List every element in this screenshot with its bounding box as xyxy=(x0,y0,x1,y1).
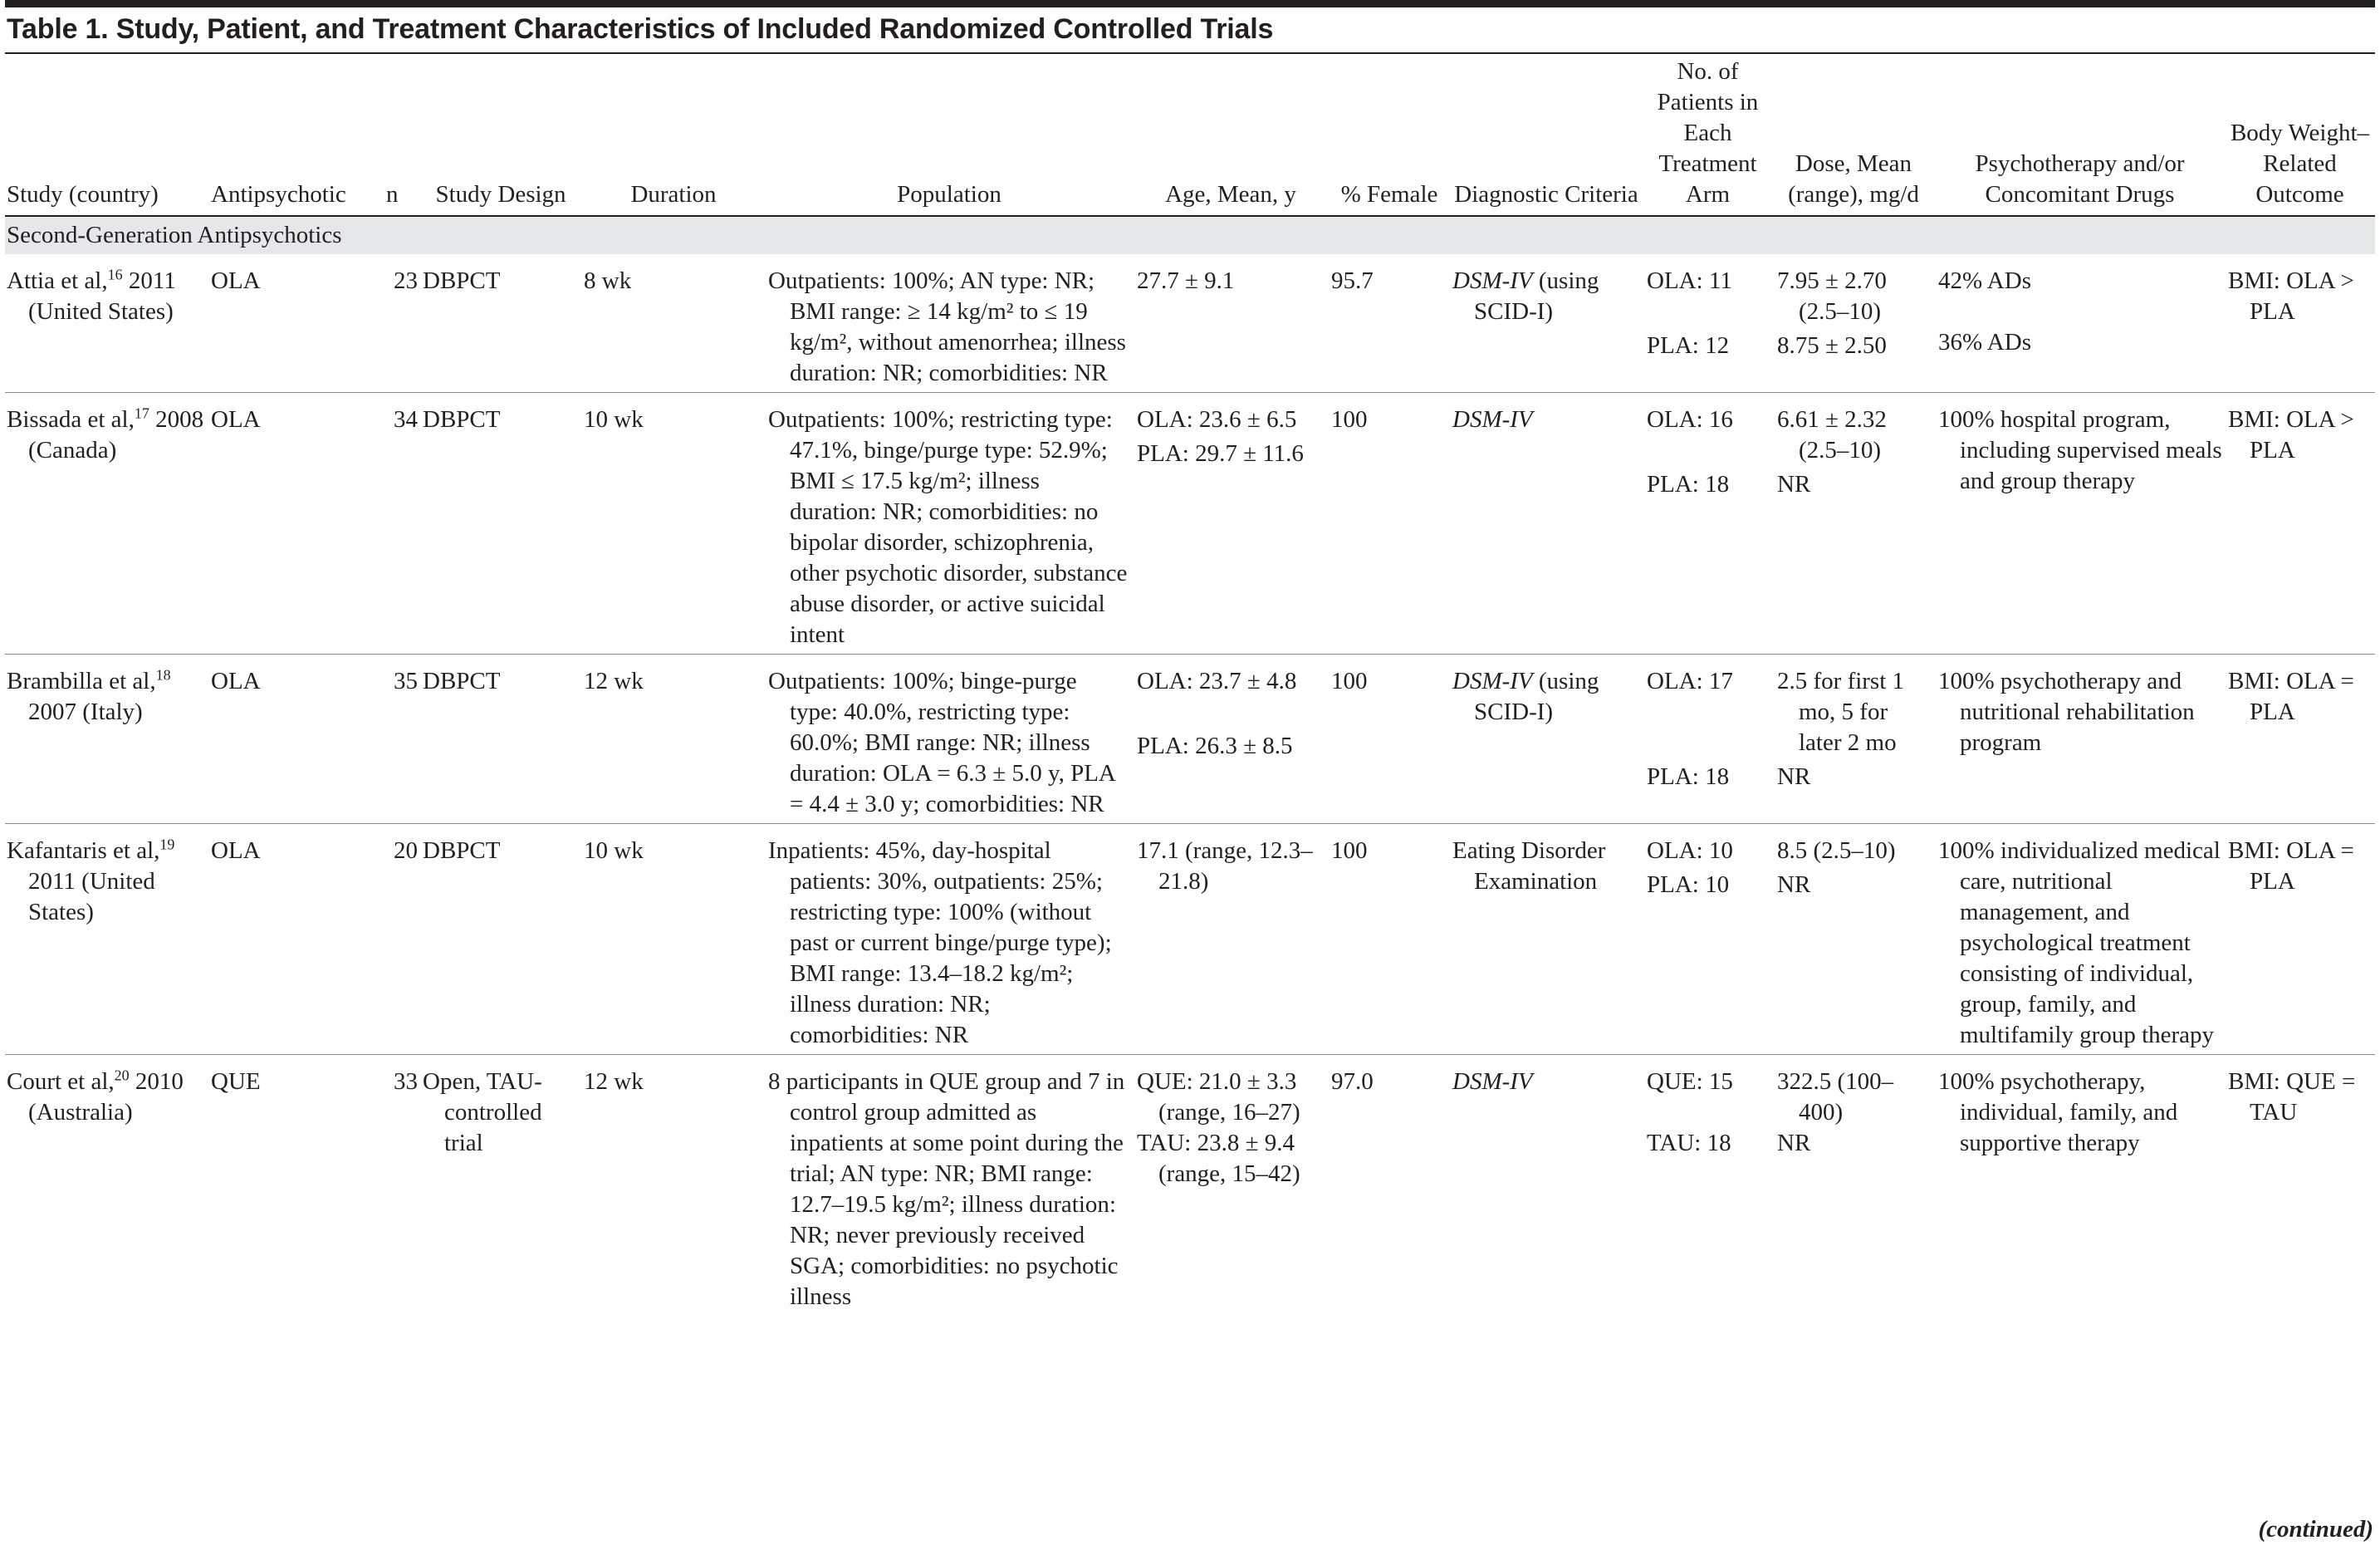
title-rule xyxy=(5,52,2375,54)
cell-dose xyxy=(1774,254,1935,393)
header-antipsychotic: Antipsychotic xyxy=(209,55,384,216)
cell-therapy-line: 100% psychotherapy and nutritional rehabilitation program xyxy=(1938,668,2195,756)
cell-arms xyxy=(1643,393,1774,655)
criteria-detail: (using SCID-I) xyxy=(1474,267,1599,325)
cell-arms-line: PLA: 18 xyxy=(1647,471,1730,498)
cell-dose-line: 8.75 ± 2.50 xyxy=(1777,332,1887,359)
table-title: Table 1. Study, Patient, and Treatment Characteristics of Included Randomized Controlled Trials xyxy=(7,13,1274,45)
cell-dose xyxy=(1774,824,1935,1055)
cell-therapy-line: 36% ADs xyxy=(1938,329,2031,356)
cell-female: 97.0 xyxy=(1331,1068,1374,1095)
cell-dose-line: NR xyxy=(1777,471,1811,498)
cell-criteria xyxy=(1451,824,1643,1055)
criteria-manual: DSM-IV xyxy=(1452,267,1533,294)
cell-therapy xyxy=(1935,1055,2226,1317)
table-row xyxy=(5,824,2375,1055)
cell-dose xyxy=(1774,393,1935,655)
cell-population: Outpatients: 100%; AN type: NR; BMI range: ≥ 14 kg/m² to ≤ 19 kg/m², without amenorrhea; illness duration: NR; comorbidities: NR xyxy=(766,254,1134,393)
cell-dose xyxy=(1774,1055,1935,1317)
continued-note: (continued) xyxy=(2258,1516,2373,1543)
header-row xyxy=(5,55,2375,216)
cell-antipsychotic: OLA xyxy=(209,824,384,1055)
study-reference: 18 xyxy=(155,666,171,684)
cell-duration: 8 wk xyxy=(582,254,766,393)
top-rule xyxy=(5,0,2375,7)
table-row xyxy=(5,254,2375,393)
cell-design: DBPCT xyxy=(421,824,582,1055)
section-label: Second-Generation Antipsychotics xyxy=(5,216,2375,254)
cell-dose-line: 322.5 (100–400) xyxy=(1777,1068,1894,1126)
cell-therapy-line: 42% ADs xyxy=(1938,267,2031,294)
cell-antipsychotic: OLA xyxy=(209,254,384,393)
cell-dose-line: 6.61 ± 2.32 (2.5–10) xyxy=(1777,406,1887,464)
cell-study xyxy=(5,254,209,393)
cell-study xyxy=(5,824,209,1055)
header-arms: No. of Patients in Each Treatment Arm xyxy=(1643,55,1774,216)
criteria-detail: (using SCID-I) xyxy=(1474,668,1599,725)
header-dose: Dose, Mean (range), mg/d xyxy=(1774,55,1935,216)
header-age: Age, Mean, y xyxy=(1134,55,1330,216)
header-n: n xyxy=(384,55,421,216)
study-reference: 17 xyxy=(134,405,149,422)
table-row xyxy=(5,1055,2375,1317)
cell-age-line: 17.1 (range, 12.3–21.8) xyxy=(1137,837,1313,895)
header-study: Study (country) xyxy=(5,55,209,216)
cell-outcome: BMI: OLA = PLA xyxy=(2226,824,2375,1055)
cell-antipsychotic: QUE xyxy=(211,1068,261,1095)
cell-arms-line: OLA: 11 xyxy=(1647,267,1732,294)
cell-criteria xyxy=(1451,254,1643,393)
cell-outcome: BMI: OLA > PLA xyxy=(2226,393,2375,655)
characteristics-table xyxy=(5,55,2375,1316)
cell-outcome: BMI: QUE = TAU xyxy=(2228,1068,2356,1126)
cell-age-line: OLA: 23.6 ± 6.5 xyxy=(1137,406,1297,433)
cell-therapy-line: 100% individualized medical care, nutritional management, and psychological treatment consisting of individual, group, family, and multifamily group therapy xyxy=(1938,837,2221,1048)
cell-dose-line: NR xyxy=(1777,763,1811,790)
cell-arms xyxy=(1643,254,1774,393)
study-author: Kafantaris et al, xyxy=(7,837,160,864)
study-author: Attia et al, xyxy=(7,267,108,294)
cell-outcome: BMI: OLA = PLA xyxy=(2226,655,2375,824)
table-page xyxy=(5,0,2375,1550)
header-criteria: Diagnostic Criteria xyxy=(1451,55,1643,216)
cell-age-line: 27.7 ± 9.1 xyxy=(1137,267,1235,294)
cell-dose-line: NR xyxy=(1777,871,1811,898)
cell-arms-line: PLA: 12 xyxy=(1647,332,1730,359)
cell-antipsychotic: OLA xyxy=(209,655,384,824)
cell-arms-line: OLA: 17 xyxy=(1647,668,1733,694)
cell-therapy-line: 100% psychotherapy, individual, family, and supportive therapy xyxy=(1938,1068,2178,1156)
study-reference: 16 xyxy=(107,266,123,283)
study-reference: 20 xyxy=(114,1067,130,1084)
cell-n: 20 xyxy=(384,824,421,1055)
cell-n: 33 xyxy=(394,1068,418,1095)
cell-female: 100 xyxy=(1330,393,1451,655)
cell-design: DBPCT xyxy=(421,254,582,393)
criteria-manual: DSM-IV xyxy=(1452,668,1533,694)
table-row xyxy=(5,393,2375,655)
cell-therapy xyxy=(1935,393,2226,655)
cell-arms xyxy=(1643,1055,1774,1317)
cell-criteria xyxy=(1451,1055,1643,1317)
cell-duration: 10 wk xyxy=(582,393,766,655)
cell-criteria xyxy=(1451,655,1643,824)
cell-n: 34 xyxy=(384,393,421,655)
cell-female: 100 xyxy=(1330,655,1451,824)
cell-female: 95.7 xyxy=(1330,254,1451,393)
study-year-country: 2011 (United States) xyxy=(28,868,155,925)
header-therapy: Psychotherapy and/or Concomitant Drugs xyxy=(1935,55,2226,216)
cell-population: Inpatients: 45%, day-hospital patients: 30%, outpatients: 25%; restricting type: 100% (without past or current binge/purge type); BMI range: 13.4–18.2 kg/m²; illness duration: NR; comorbidities: NR xyxy=(766,824,1134,1055)
cell-arms-line: QUE: 15 xyxy=(1647,1068,1733,1095)
criteria-manual: DSM-IV xyxy=(1452,406,1533,433)
cell-age-line: TAU: 23.8 ± 9.4 (range, 15–42) xyxy=(1137,1130,1300,1187)
cell-criteria xyxy=(1451,393,1643,655)
study-author: Bissada et al, xyxy=(7,406,135,433)
cell-arms xyxy=(1643,824,1774,1055)
section-row xyxy=(5,216,2375,254)
cell-design: DBPCT xyxy=(421,655,582,824)
cell-age xyxy=(1134,1055,1330,1317)
cell-therapy-line: 100% hospital program, including supervised meals and group therapy xyxy=(1938,406,2222,494)
cell-age xyxy=(1134,393,1330,655)
criteria-manual: DSM-IV xyxy=(1452,1068,1533,1095)
cell-population: Outpatients: 100%; binge-purge type: 40.0%, restricting type: 60.0%; BMI range: NR; illness duration: OLA = 6.3 ± 5.0 y, PLA = 4.4 ± 3.0 y; comorbidities: NR xyxy=(766,655,1134,824)
cell-age-line: OLA: 23.7 ± 4.8 xyxy=(1137,668,1297,694)
cell-age xyxy=(1134,824,1330,1055)
cell-therapy xyxy=(1935,254,2226,393)
study-year-country: 2008 (Canada) xyxy=(28,406,204,464)
cell-dose-line: NR xyxy=(1777,1130,1811,1156)
cell-age xyxy=(1134,254,1330,393)
cell-outcome: BMI: OLA > PLA xyxy=(2226,254,2375,393)
cell-dose-line: 7.95 ± 2.70 (2.5–10) xyxy=(1777,267,1887,325)
cell-n: 35 xyxy=(384,655,421,824)
cell-age-line: PLA: 29.7 ± 11.6 xyxy=(1137,440,1304,467)
study-year-country: 2011 (United States) xyxy=(28,267,176,325)
cell-arms xyxy=(1643,655,1774,824)
header-female: % Female xyxy=(1330,55,1451,216)
cell-arms-line: OLA: 10 xyxy=(1647,837,1733,864)
cell-arms-line: PLA: 18 xyxy=(1647,763,1730,790)
cell-study xyxy=(5,393,209,655)
cell-population: Outpatients: 100%; restricting type: 47.1%, binge/purge type: 52.9%; BMI ≤ 17.5 kg/m²; illness duration: NR; comorbidities: no bipolar disorder, schizophrenia, other psychotic disorder, substance abuse disorder, or active suicidal intent xyxy=(766,393,1134,655)
cell-study xyxy=(5,655,209,824)
cell-age xyxy=(1134,655,1330,824)
table-row xyxy=(5,655,2375,824)
header-duration: Duration xyxy=(582,55,766,216)
cell-age-line: PLA: 26.3 ± 8.5 xyxy=(1137,733,1293,759)
cell-duration: 12 wk xyxy=(582,655,766,824)
cell-dose-line: 2.5 for first 1 mo, 5 for later 2 mo xyxy=(1777,668,1905,756)
cell-dose-line: 8.5 (2.5–10) xyxy=(1777,837,1896,864)
header-design: Study Design xyxy=(421,55,582,216)
cell-antipsychotic: OLA xyxy=(209,393,384,655)
cell-age-line: QUE: 21.0 ± 3.3 (range, 16–27) xyxy=(1137,1068,1300,1126)
cell-arms-line: OLA: 16 xyxy=(1647,406,1733,433)
cell-design: Open, TAU-controlled trial xyxy=(423,1068,542,1156)
cell-design: DBPCT xyxy=(421,393,582,655)
cell-study xyxy=(5,1055,209,1317)
header-population: Population xyxy=(766,55,1134,216)
cell-female: 100 xyxy=(1330,824,1451,1055)
cell-arms-line: PLA: 10 xyxy=(1647,871,1730,898)
cell-duration: 12 wk xyxy=(584,1068,644,1095)
study-year-country: 2007 (Italy) xyxy=(28,699,143,725)
study-author: Brambilla et al, xyxy=(7,668,156,694)
cell-duration: 10 wk xyxy=(582,824,766,1055)
cell-therapy xyxy=(1935,655,2226,824)
cell-population: 8 participants in QUE group and 7 in control group admitted as inpatients at some point during the trial; AN type: NR; BMI range: 12.7–19.5 kg/m²; illness duration: NR; never previously received SGA; comorbidities: no psychotic illness xyxy=(768,1068,1125,1310)
criteria-detail: Eating Disorder Examination xyxy=(1452,837,1606,895)
study-year-country: 2010 (Australia) xyxy=(28,1068,184,1126)
cell-n: 23 xyxy=(384,254,421,393)
cell-arms-line: TAU: 18 xyxy=(1647,1130,1731,1156)
header-outcome: Body Weight–Related Outcome xyxy=(2226,55,2375,216)
cell-therapy xyxy=(1935,824,2226,1055)
cell-dose xyxy=(1774,655,1935,824)
study-author: Court et al, xyxy=(7,1068,115,1095)
study-reference: 19 xyxy=(159,836,175,853)
